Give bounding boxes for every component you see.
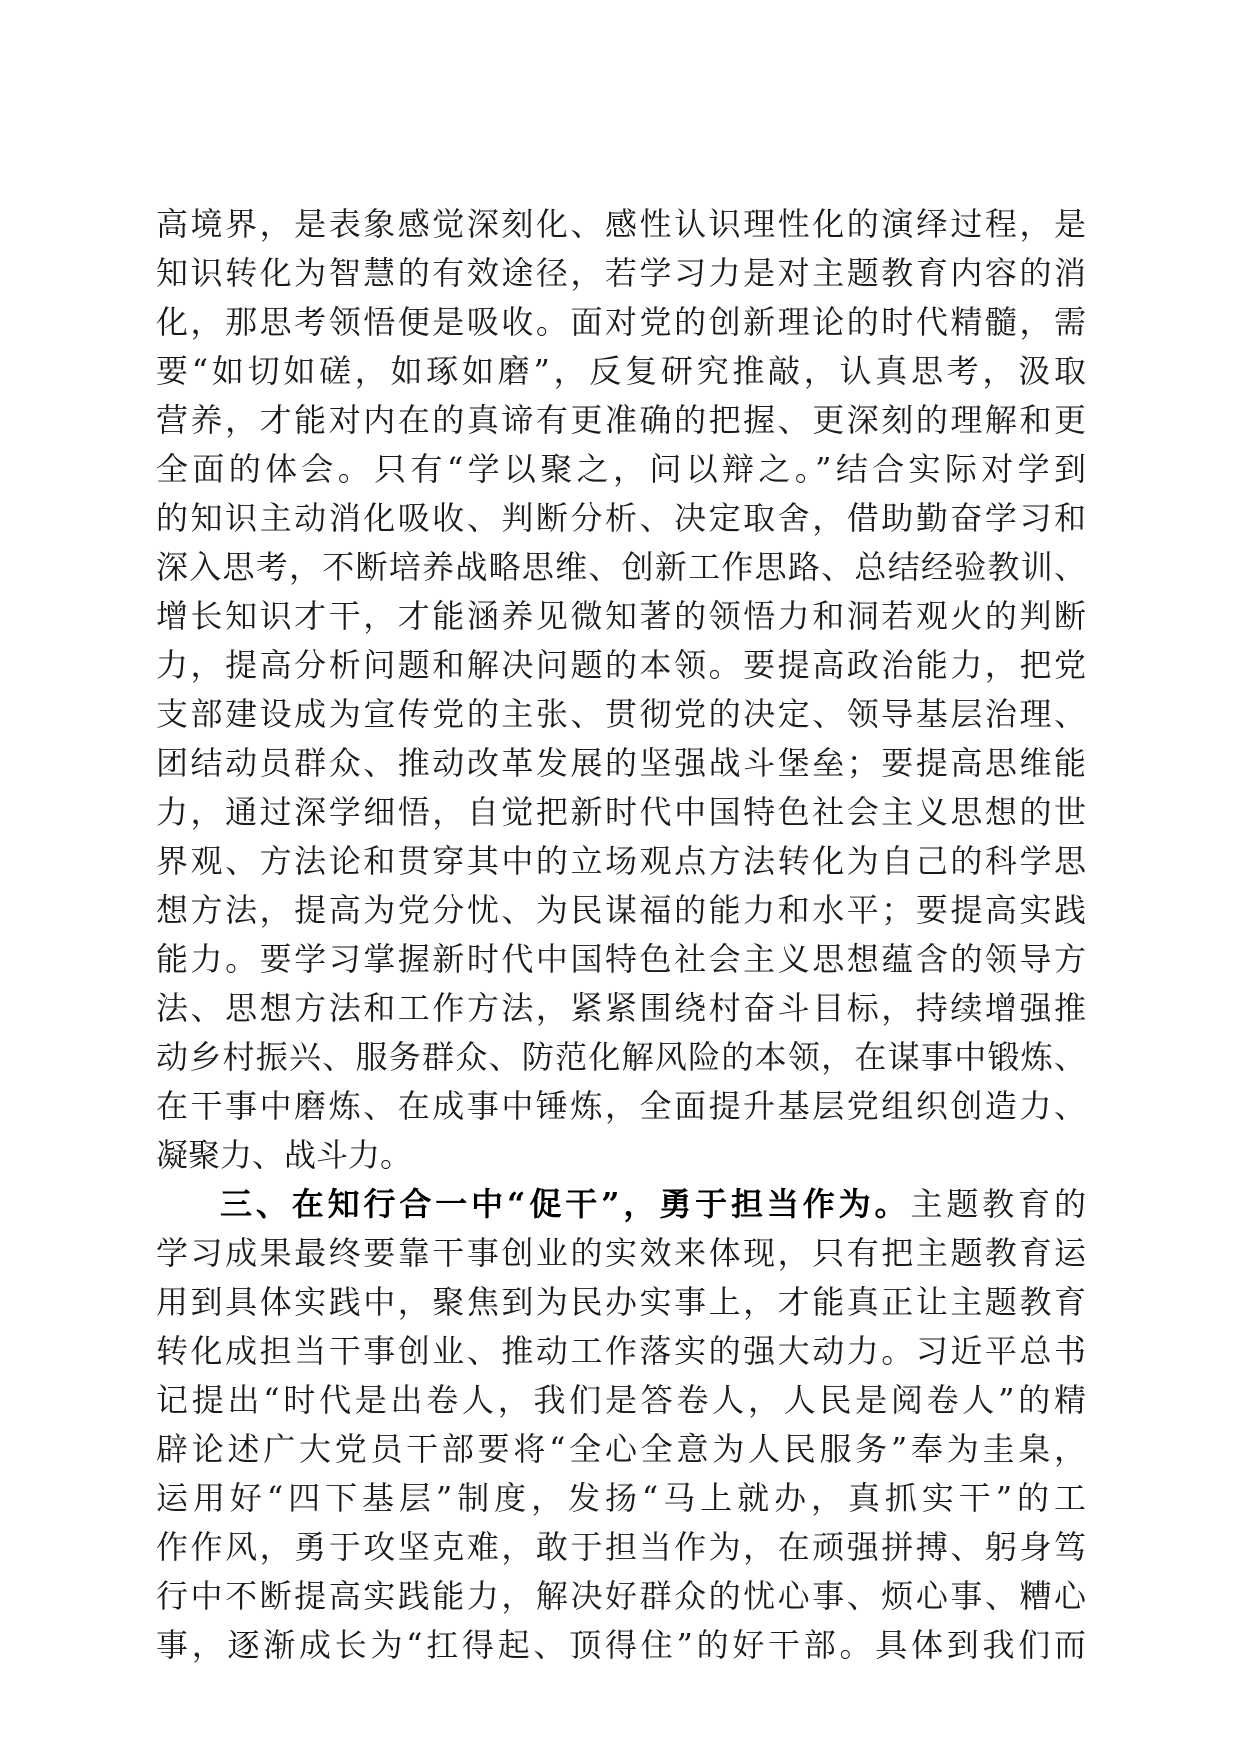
section-heading: 三、在知行合一中“促干”，勇于担当作为。 (220, 1185, 911, 1223)
text-line: 高境界，是表象感觉深刻化、感性认识理性化的演绎过程，是 (156, 205, 1086, 243)
text-line: 学习成果最终要靠干事创业的实效来体现，只有把主题教育运 (156, 1234, 1086, 1272)
text-line: 凝聚力、战斗力。 (156, 1136, 413, 1174)
text-line: 支部建设成为宣传党的主张、贯彻党的决定、领导基层治理、 (156, 695, 1086, 733)
paragraph-1 (156, 200, 1086, 1180)
text-line: 在干事中磨炼、在成事中锤炼，全面提升基层党组织创造力、 (156, 1087, 1086, 1125)
text-line: 知识转化为智慧的有效途径，若学习力是对主题教育内容的消 (156, 254, 1086, 292)
text-line: 营养，才能对内在的真谛有更准确的把握、更深刻的理解和更 (156, 401, 1086, 439)
text-line: 转化成担当干事创业、推动工作落实的强大动力。习近平总书 (156, 1332, 1086, 1370)
text-line: 用到具体实践中，聚焦到为民办实事上，才能真正让主题教育 (156, 1283, 1086, 1321)
text-line: 深入思考，不断培养战略思维、创新工作思路、总结经验教训、 (156, 548, 1086, 586)
text-line: 行中不断提高实践能力，解决好群众的忧心事、烦心事、糟心 (156, 1577, 1086, 1615)
heading-line-rest: 主题教育的 (910, 1185, 1086, 1223)
text-line: 增长知识才干，才能涵养见微知著的领悟力和洞若观火的判断 (156, 597, 1086, 635)
text-line: 全面的体会。只有“学以聚之，问以辩之。”结合实际对学到 (156, 450, 1086, 488)
text-line: 记提出“时代是出卷人，我们是答卷人，人民是阅卷人”的精 (156, 1381, 1086, 1419)
text-line: 要“如切如磋，如琢如磨”，反复研究推敲，认真思考，汲取 (156, 352, 1086, 390)
text-line: 事，逐渐成长为“扛得起、顶得住”的好干部。具体到我们而 (156, 1626, 1086, 1664)
text-line: 作作风，勇于攻坚克难，敢于担当作为，在顽强拼搏、躬身笃 (156, 1528, 1086, 1566)
text-line: 法、思想方法和工作方法，紧紧围绕村奋斗目标，持续增强推 (156, 989, 1086, 1027)
body-text (156, 200, 1086, 1670)
text-line: 想方法，提高为党分忧、为民谋福的能力和水平；要提高实践 (156, 891, 1086, 929)
text-line: 力，通过深学细悟，自觉把新时代中国特色社会主义思想的世 (156, 793, 1086, 831)
text-line: 的知识主动消化吸收、判断分析、决定取舍，借助勤奋学习和 (156, 499, 1086, 537)
text-line: 动乡村振兴、服务群众、防范化解风险的本领，在谋事中锻炼、 (156, 1038, 1086, 1076)
text-line: 辟论述广大党员干部要将“全心全意为人民服务”奉为圭臬， (156, 1430, 1086, 1468)
text-line: 力，提高分析问题和解决问题的本领。要提高政治能力，把党 (156, 646, 1086, 684)
text-line: 能力。要学习掌握新时代中国特色社会主义思想蕴含的领导方 (156, 940, 1086, 978)
text-line: 运用好“四下基层”制度，发扬“马上就办，真抓实干”的工 (156, 1479, 1086, 1517)
text-line: 化，那思考领悟便是吸收。面对党的创新理论的时代精髓，需 (156, 303, 1086, 341)
paragraph-2 (156, 1180, 1086, 1670)
text-line: 界观、方法论和贯穿其中的立场观点方法转化为自己的科学思 (156, 842, 1086, 880)
text-line: 团结动员群众、推动改革发展的坚强战斗堡垒；要提高思维能 (156, 744, 1086, 782)
text-line (156, 1180, 1086, 1229)
